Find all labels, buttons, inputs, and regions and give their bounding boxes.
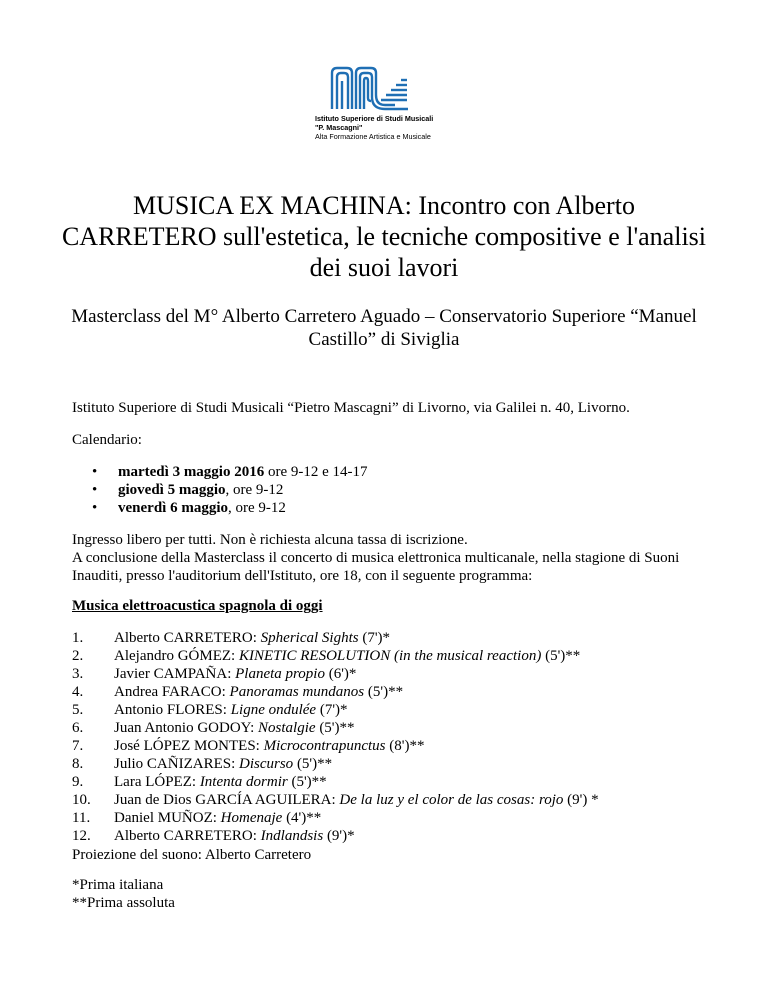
program-work: Ligne ondulée: [230, 702, 317, 718]
logo-caption: [315, 114, 433, 141]
program-work: Indlandsis: [260, 828, 324, 844]
program-duration: (5')**: [364, 684, 404, 700]
program-composer: Daniel MUÑOZ:: [114, 810, 221, 826]
calendar-time: ore 9-12 e 14-17: [264, 464, 368, 480]
program-number: 7.: [72, 738, 84, 754]
program-duration: (5')**: [287, 774, 327, 790]
program-composer: Javier CAMPAÑA:: [114, 666, 236, 682]
footnote-italian-premiere: *Prima italiana: [72, 877, 164, 893]
sound-projection: Proiezione del suono: Alberto Carretero: [72, 847, 312, 863]
program-number: 12.: [72, 828, 91, 844]
program-work: KINETIC RESOLUTION (in the musical reaction): [238, 648, 542, 664]
program-item: [72, 683, 599, 701]
logo: [315, 65, 455, 145]
program-number: 8.: [72, 756, 84, 772]
program-title: Musica elettroacustica spagnola di oggi: [72, 598, 323, 614]
footnote-world-premiere: **Prima assoluta: [72, 895, 175, 911]
calendar-label: Calendario:: [72, 432, 142, 448]
program-composer: Alejandro GÓMEZ:: [114, 648, 239, 664]
calendar-date: venerdì 6 maggio: [118, 500, 228, 516]
program-item: [72, 809, 599, 827]
bullet-icon: •: [92, 482, 98, 498]
program-item: [72, 791, 599, 809]
program-item: [72, 665, 599, 683]
calendar-item: [92, 499, 368, 517]
bullet-icon: •: [92, 500, 98, 516]
calendar-time: , ore 9-12: [225, 482, 284, 498]
program-item: [72, 737, 599, 755]
program-duration: (4')**: [282, 810, 322, 826]
program-duration: (5')**: [293, 756, 333, 772]
program-duration: (5')**: [315, 720, 355, 736]
program-work: Nostalgie: [258, 720, 316, 736]
program-composer: Antonio FLORES:: [114, 702, 231, 718]
program-item: [72, 701, 599, 719]
calendar-item: [92, 463, 368, 481]
mascagni-waves-icon: [329, 65, 411, 111]
program-item: [72, 647, 599, 665]
program-number: 10.: [72, 792, 91, 808]
program-work: Microcontrapunctus: [263, 738, 386, 754]
info-line-1: Ingresso libero per tutti. Non è richiesta alcuna tassa di iscrizione.: [72, 532, 468, 548]
program-item: [72, 719, 599, 737]
page-subtitle: Masterclass del M° Alberto Carretero Aguado – Conservatorio Superiore “Manuel Castillo” di Siviglia: [71, 306, 697, 350]
program-composer: Alberto CARRETERO:: [114, 828, 261, 844]
program-composer: Julio CAÑIZARES:: [114, 756, 240, 772]
program-number: 9.: [72, 774, 84, 790]
calendar-item: [92, 481, 368, 499]
program-duration: (5')**: [541, 648, 581, 664]
program-number: 1.: [72, 630, 84, 646]
info-line-2: A conclusione della Masterclass il concerto di musica elettronica multicanale, nella stagione di Suoni Inauditi, presso l'auditorium dell'Istituto, ore 18, con il seguente programma:: [72, 550, 680, 584]
program-work: Panoramas mundanos: [229, 684, 365, 700]
program-duration: (7')*: [358, 630, 391, 646]
logo-line-2: "P. Mascagni": [315, 123, 363, 132]
program-composer: Alberto CARRETERO:: [114, 630, 261, 646]
program-work: Discurso: [239, 756, 294, 772]
program-work: Spherical Sights: [260, 630, 359, 646]
program-list: [72, 629, 599, 845]
program-composer: José LÓPEZ MONTES:: [114, 738, 264, 754]
program-duration: (9') *: [563, 792, 599, 808]
program-duration: (8')**: [385, 738, 425, 754]
program-number: 4.: [72, 684, 84, 700]
program-number: 6.: [72, 720, 84, 736]
program-number: 11.: [72, 810, 91, 826]
program-item: [72, 827, 599, 845]
program-duration: (6')*: [324, 666, 357, 682]
calendar-date: martedì 3 maggio 2016: [118, 464, 265, 480]
program-item: [72, 773, 599, 791]
program-composer: Andrea FARACO:: [114, 684, 230, 700]
venue-text: Istituto Superiore di Studi Musicali “Pietro Mascagni” di Livorno, via Galilei n. 40, Livorno.: [72, 400, 630, 416]
logo-line-1: Istituto Superiore di Studi Musicali: [315, 114, 434, 123]
program-work: Intenta dormir: [199, 774, 288, 790]
program-item: [72, 755, 599, 773]
calendar-list: [92, 463, 368, 517]
page-title: MUSICA EX MACHINA: Incontro con Alberto CARRETERO sull'estetica, le tecniche compositive e l'analisi dei suoi lavori: [61, 191, 707, 282]
program-number: 5.: [72, 702, 84, 718]
program-number: 2.: [72, 648, 84, 664]
program-work: De la luz y el color de las cosas: rojo: [339, 792, 564, 808]
bullet-icon: •: [92, 464, 98, 480]
program-composer: Juan Antonio GODOY:: [114, 720, 259, 736]
program-composer: Juan de Dios GARCÍA AGUILERA:: [114, 792, 340, 808]
program-item: [72, 629, 599, 647]
program-duration: (7')*: [316, 702, 348, 718]
program-work: Planeta propio: [235, 666, 325, 682]
program-duration: (9')*: [323, 828, 355, 844]
program-composer: Lara LÓPEZ:: [114, 774, 200, 790]
program-number: 3.: [72, 666, 84, 682]
info-paragraph: [72, 531, 702, 585]
program-work: Homenaje: [220, 810, 283, 826]
logo-line-3: Alta Formazione Artistica e Musicale: [315, 132, 431, 141]
calendar-time: , ore 9-12: [228, 500, 286, 516]
calendar-date: giovedì 5 maggio: [118, 482, 226, 498]
